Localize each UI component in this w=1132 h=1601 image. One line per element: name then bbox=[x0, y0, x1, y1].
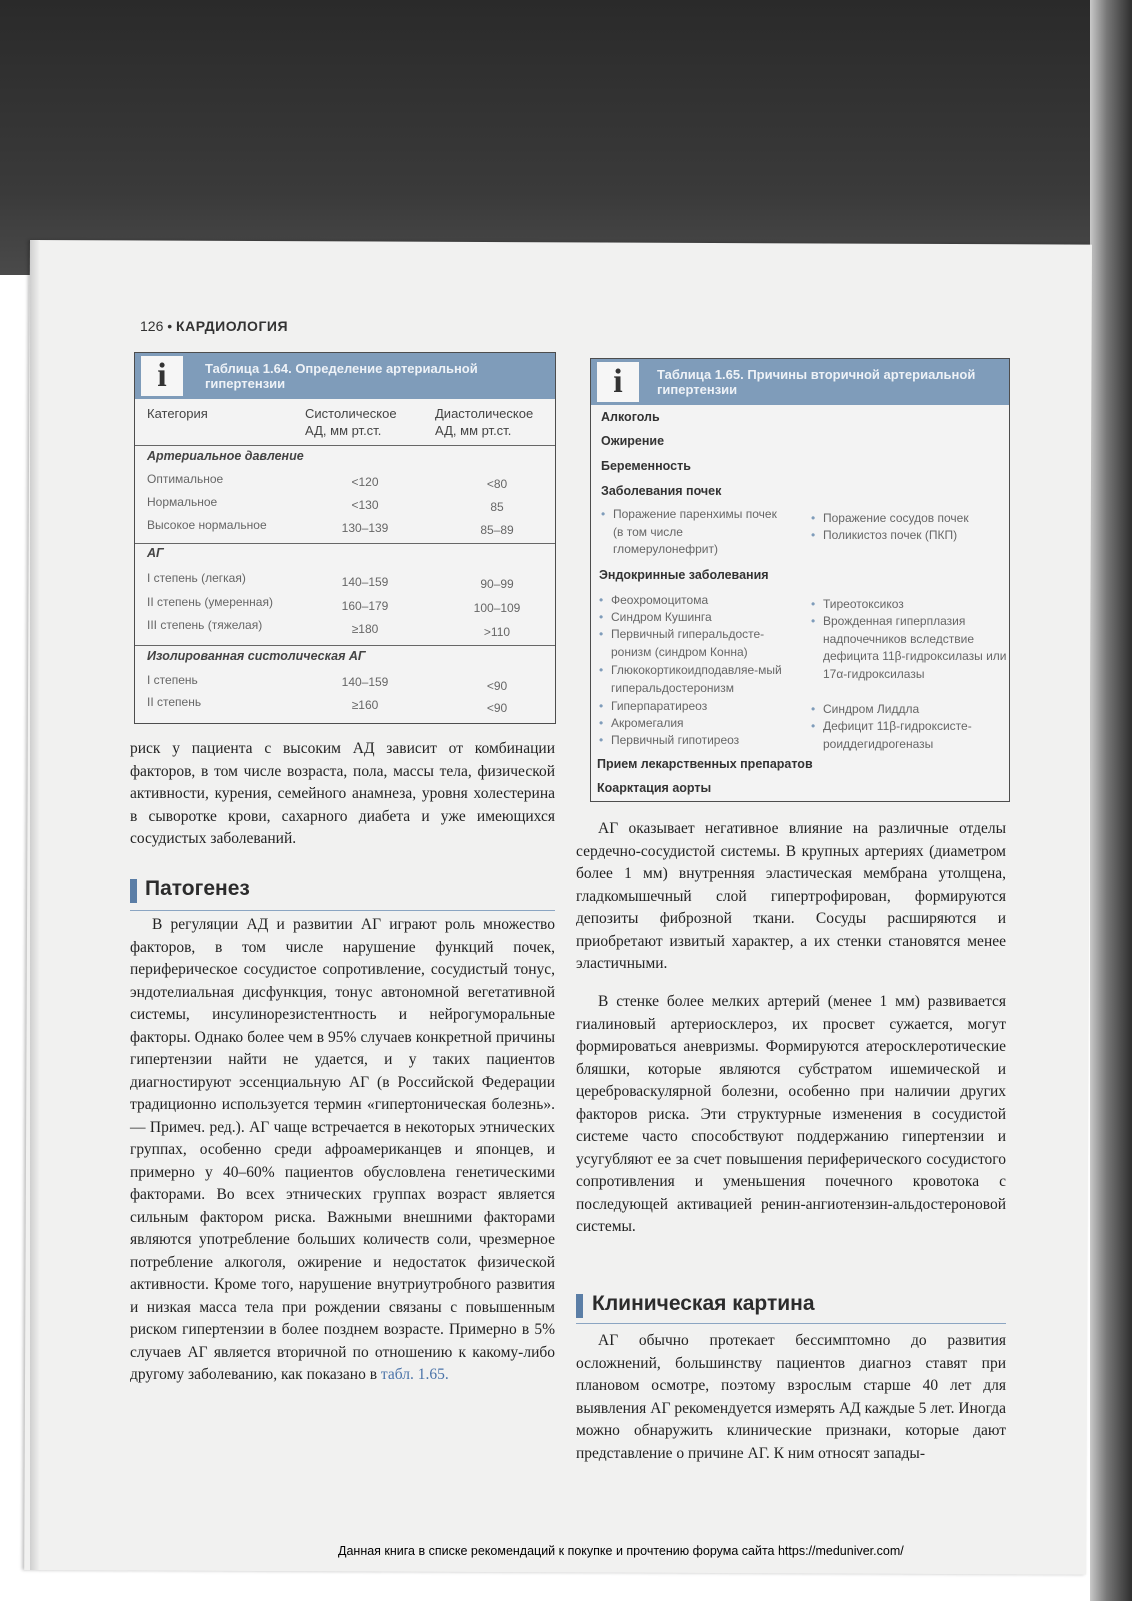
group-label: Ожирение bbox=[601, 434, 665, 448]
photo-background-right bbox=[1090, 0, 1132, 1601]
list-item: • Феохромоцитома bbox=[599, 592, 796, 610]
row-label: II степень bbox=[147, 695, 202, 709]
list-item: • Глюкокортикоидподавляе-мый гиперальдостеронизм bbox=[599, 662, 796, 697]
list-item: • Первичный гипотиреоз bbox=[599, 732, 796, 750]
divider bbox=[135, 645, 555, 646]
section-marker bbox=[576, 1294, 583, 1318]
list-item: • Дефицит 11β-гидроксисте-роиддегидрогеназы bbox=[811, 718, 1013, 753]
list-item: • Поражение сосудов почек bbox=[811, 510, 1013, 528]
row-label: Высокое нормальное bbox=[147, 518, 267, 532]
row-label: Оптимальное bbox=[147, 472, 224, 486]
cell-sys: <120 bbox=[351, 475, 379, 489]
row-label: Нормальное bbox=[147, 495, 218, 509]
left-paragraph-2 bbox=[130, 914, 555, 1387]
table-reference-link[interactable]: табл. 1.65. bbox=[380, 1366, 449, 1383]
list-item: • Акромегалия bbox=[599, 715, 796, 733]
list-item: • Гиперпаратиреоз bbox=[599, 698, 796, 716]
cell-dia: 100–109 bbox=[473, 601, 521, 615]
heading-rule bbox=[576, 1323, 1006, 1324]
cell-dia: <80 bbox=[486, 477, 508, 491]
divider bbox=[135, 543, 555, 544]
header-section: КАРДИОЛОГИЯ bbox=[176, 318, 289, 334]
heading-clinical: Клиническая картина bbox=[592, 1292, 815, 1315]
divider bbox=[135, 445, 555, 446]
row-label: II степень (умеренная) bbox=[147, 595, 273, 609]
group-label: Алкоголь bbox=[601, 410, 660, 424]
cell-sys: ≥180 bbox=[351, 622, 379, 636]
row-label: I степень bbox=[147, 673, 198, 687]
table-title: Таблица 1.65. Причины вторичной артериальной гипертензии bbox=[657, 367, 976, 397]
header-bullet: • bbox=[167, 318, 173, 334]
table-1-64 bbox=[134, 352, 556, 724]
running-header bbox=[140, 318, 288, 334]
table-header bbox=[591, 359, 1009, 405]
cell-dia: <90 bbox=[486, 701, 508, 715]
cell-dia: >110 bbox=[483, 625, 511, 639]
group-label: Эндокринные заболевания bbox=[599, 568, 769, 582]
col-category: Категория bbox=[147, 406, 208, 421]
left-paragraph-1: риск у пациента с высоким АД зависит от комбинации факторов, в том числе возраста, пола, массы тела, физической активности, курения, семейного анамнеза, уровня холестерина в сыворотке крови, сахарного диабета и уже имеющихся сосудистых заболеваний. bbox=[130, 740, 555, 847]
table-1-65 bbox=[590, 358, 1010, 802]
info-icon: i bbox=[141, 356, 183, 396]
cell-sys: 130–139 bbox=[341, 521, 389, 535]
row-label: I степень (легкая) bbox=[147, 571, 246, 585]
cell-dia: 90–99 bbox=[480, 577, 514, 591]
cell-dia: 85 bbox=[490, 500, 504, 514]
right-paragraph-2: В стенке более мелких артерий (менее 1 мм) развивается гиалиновый артериосклероз, их просвет сужается, могут формироваться аневризмы. Формируются атеросклеротические бляшки, которые являются субстратом ишемической и цереброваскулярной болезни, особенно при наличии других факторов риска. Эти структурные изменения в сосудистой системе часто способствуют поддержанию гипертензии и усугубляют ее за счет повышения периферического сосудистого сопротивления и уменьшения почечного кровотока с последующей активацией ренин-ангиотензин-альдостероновой системы. bbox=[576, 993, 1006, 1235]
col-systolic: Систолическое АД, мм рт.ст. bbox=[305, 406, 397, 438]
cell-sys: ≥160 bbox=[351, 698, 379, 712]
list-item: • Поражение паренхимы почек (в том числе гломерулонефрит) bbox=[601, 506, 788, 559]
section-title: Изолированная систолическая АГ bbox=[147, 649, 366, 663]
list-item: • Поликистоз почек (ПКП) bbox=[811, 527, 1013, 545]
right-paragraph-1: АГ оказывает негативное влияние на различные отделы сердечно-сосудистой системы. В крупных артериях (диаметром более 1 мм) внутренняя эластическая мембрана утолщена, гладкомышечный слой гипертрофирован, формируются депозиты фиброзной ткани. Сосуды расширяются и приобретают извитый характер, а их стенки становятся менее эластичными. bbox=[576, 820, 1006, 972]
section-title: АГ bbox=[147, 546, 164, 560]
group-label: Прием лекарственных препаратов bbox=[597, 757, 813, 771]
group-label: Коарктация аорты bbox=[597, 781, 712, 795]
group-label: Заболевания почек bbox=[601, 484, 722, 498]
list-item: • Синдром Лиддла bbox=[811, 701, 1013, 719]
list-item: • Врожденная гиперплазия надпочечников вследствие дефицита 11β-гидроксилазы или 17α-гидроксилазы bbox=[811, 613, 1013, 683]
cell-sys: <130 bbox=[351, 498, 379, 512]
section-title: Артериальное давление bbox=[147, 449, 304, 463]
list-item: • Первичный гиперальдосте-ронизм (синдром Конна) bbox=[599, 626, 796, 661]
right-paragraph-3: АГ обычно протекает бессимптомно до развития осложнений, большинству пациентов диагноз ставят при плановом осмотре, поэтому взрослым старше 40 лет для выявления АГ рекомендуется измерять АД каждые 5 лет. Иногда можно обнаружить клинические признаки, которые дают представление о причине АГ. К ним относят запады- bbox=[576, 1332, 1006, 1462]
page-number: 126 bbox=[140, 318, 164, 334]
cell-sys: 140–159 bbox=[341, 675, 389, 689]
info-icon: i bbox=[597, 362, 639, 402]
cell-sys: 160–179 bbox=[341, 599, 389, 613]
list-item: • Синдром Кушинга bbox=[599, 609, 796, 627]
row-label: III степень (тяжелая) bbox=[147, 618, 263, 632]
cell-dia: <90 bbox=[486, 679, 508, 693]
col-diastolic: Диастолическое АД, мм рт.ст. bbox=[435, 406, 534, 438]
heading-rule bbox=[130, 910, 555, 911]
section-marker bbox=[130, 879, 137, 903]
list-item: • Тиреотоксикоз bbox=[811, 596, 1013, 614]
heading-pathogenesis: Патогенез bbox=[145, 877, 250, 900]
left-paragraph-2-text: В регуляции АД и развитии АГ играют роль множество факторов, в том числе нарушение функций почек, периферическое сосудистое сопротивление, сосудистый тонус, эндотелиальная дисфункция, тонус автономной вегетативной системы, инсулинорезистентность и нейрогуморальные факторы. Однако более чем в 95% случаев конкретной причины гипертензии найти не удается, и у таких пациентов диагностируют эссенциальную АГ (в Российской Федерации традиционно используется термин «гипертоническая болезнь». — Примеч. ред.). АГ чаще встречается в некоторых этнических группах, особенно среди афроамериканцев и японцев, и примерно у 40–60% пациентов обусловлена генетическими факторами. Во всех этнических группах возраст является сильным фактором риска. Важными внешними факторами являются употребление больших количеств соли, чрезмерное потребление алкоголя, ожирение и недостаток физической активности. Кроме того, нарушение внутриутробного развития и низкая масса тела при рождении связаны с повышенным риском гипертензии в более позднем возрасте. Примерно в 5% случаев АГ является вторичной по отношению к какому-либо другому заболеванию, как показано в bbox=[130, 916, 555, 1383]
photo-background-top bbox=[0, 0, 1132, 275]
cell-sys: 140–159 bbox=[341, 575, 389, 589]
page-edge-shadow bbox=[30, 240, 40, 1570]
table-title: Таблица 1.64. Определение артериальной гипертензии bbox=[205, 361, 478, 391]
cell-dia: 85–89 bbox=[480, 523, 514, 537]
footer-note: Данная книга в списке рекомендаций к покупке и прочтению форума сайта https://meduniver.com/ bbox=[338, 1544, 904, 1558]
group-label: Беременность bbox=[601, 459, 691, 473]
table-header bbox=[135, 353, 555, 399]
